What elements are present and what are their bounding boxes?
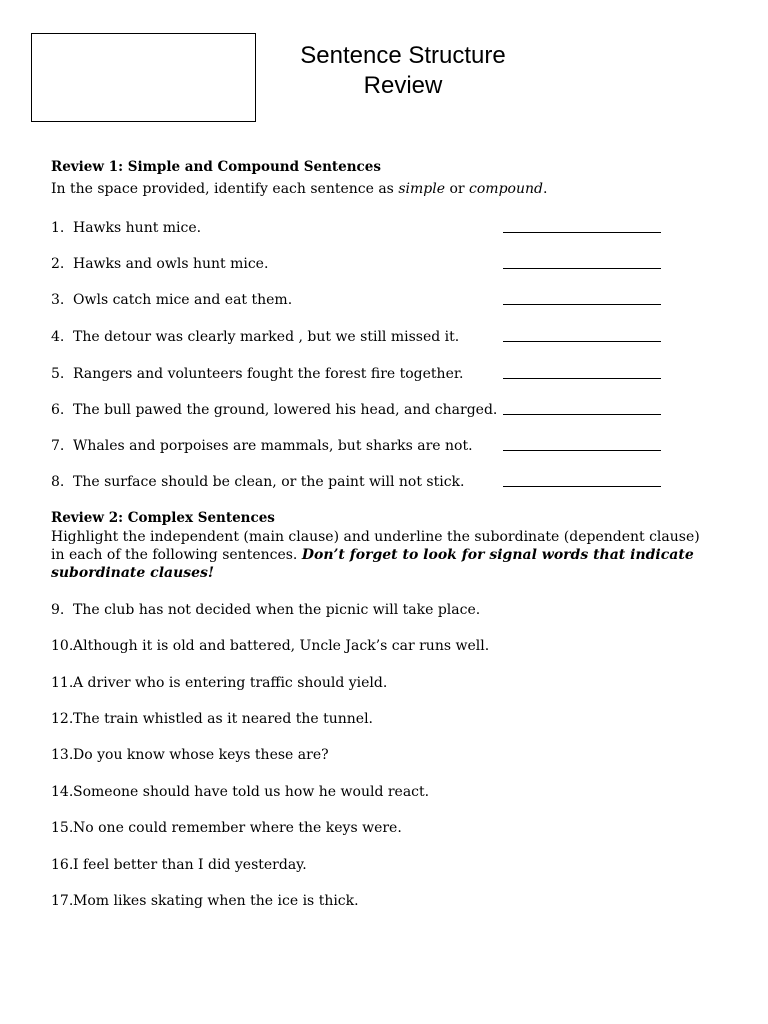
- page-title-line-1: Sentence Structure: [300, 42, 506, 69]
- item-number: 4.: [51, 329, 65, 345]
- item-sentence: Hawks and owls hunt mice.: [73, 256, 269, 272]
- item-sentence: Hawks hunt mice.: [73, 220, 202, 236]
- item-number: 14.: [51, 784, 74, 800]
- answer-line[interactable]: [503, 304, 661, 305]
- item-number: 3.: [51, 292, 65, 308]
- review-2-heading: Review 2: Complex Sentences: [51, 510, 275, 526]
- review-1-heading: Review 1: Simple and Compound Sentences: [51, 159, 381, 175]
- item-number: 9.: [51, 602, 65, 618]
- name-box: [31, 33, 256, 122]
- item-number: 2.: [51, 256, 65, 272]
- instruction-emphasis: Don’t forget to look for signal words that indicate subordinate clauses!: [51, 547, 694, 581]
- item-number: 15.: [51, 820, 74, 836]
- item-number: 1.: [51, 220, 65, 236]
- answer-line[interactable]: [503, 486, 661, 487]
- item-sentence: No one could remember where the keys were.: [73, 820, 402, 836]
- answer-line[interactable]: [503, 450, 661, 451]
- page-title-line-2: Review: [363, 72, 443, 99]
- item-sentence: The detour was clearly marked , but we still missed it.: [73, 329, 460, 345]
- item-sentence: Do you know whose keys these are?: [73, 747, 329, 763]
- item-sentence: The train whistled as it neared the tunnel.: [73, 711, 374, 727]
- item-sentence: Owls catch mice and eat them.: [73, 292, 293, 308]
- item-number: 17.: [51, 893, 74, 909]
- review-1-instructions: [51, 180, 547, 198]
- instruction-text: or: [445, 181, 470, 197]
- instruction-text: In the space provided, identify each sentence as: [51, 181, 399, 197]
- item-number: 6.: [51, 402, 65, 418]
- item-number: 7.: [51, 438, 65, 454]
- item-sentence: The club has not decided when the picnic will take place.: [73, 602, 481, 618]
- instruction-text: .: [542, 181, 548, 197]
- answer-line[interactable]: [503, 414, 661, 415]
- item-sentence: Although it is old and battered, Uncle Jack’s car runs well.: [73, 638, 490, 654]
- item-number: 10.: [51, 638, 74, 654]
- answer-line[interactable]: [503, 232, 661, 233]
- answer-line[interactable]: [503, 341, 661, 342]
- item-number: 13.: [51, 747, 74, 763]
- item-sentence: Rangers and volunteers fought the forest fire together.: [73, 366, 464, 382]
- answer-line[interactable]: [503, 268, 661, 269]
- answer-line[interactable]: [503, 378, 661, 379]
- item-sentence: Someone should have told us how he would react.: [73, 784, 430, 800]
- item-number: 12.: [51, 711, 74, 727]
- instruction-term-compound: compound: [469, 181, 543, 197]
- item-number: 11.: [51, 675, 74, 691]
- instruction-term-simple: simple: [398, 181, 445, 197]
- item-sentence: The bull pawed the ground, lowered his head, and charged.: [73, 402, 498, 418]
- item-number: 8.: [51, 474, 65, 490]
- instruction-text: Highlight the independent (main clause) and underline the subordinate (dependent clause) in each of the following sentences.: [51, 529, 700, 563]
- item-sentence: A driver who is entering traffic should yield.: [73, 675, 388, 691]
- item-sentence: Whales and porpoises are mammals, but sharks are not.: [73, 438, 473, 454]
- item-number: 5.: [51, 366, 65, 382]
- review-2-instructions: [51, 528, 703, 582]
- item-sentence: I feel better than I did yesterday.: [73, 857, 307, 873]
- item-sentence: Mom likes skating when the ice is thick.: [73, 893, 359, 909]
- item-number: 16.: [51, 857, 74, 873]
- item-sentence: The surface should be clean, or the paint will not stick.: [73, 474, 465, 490]
